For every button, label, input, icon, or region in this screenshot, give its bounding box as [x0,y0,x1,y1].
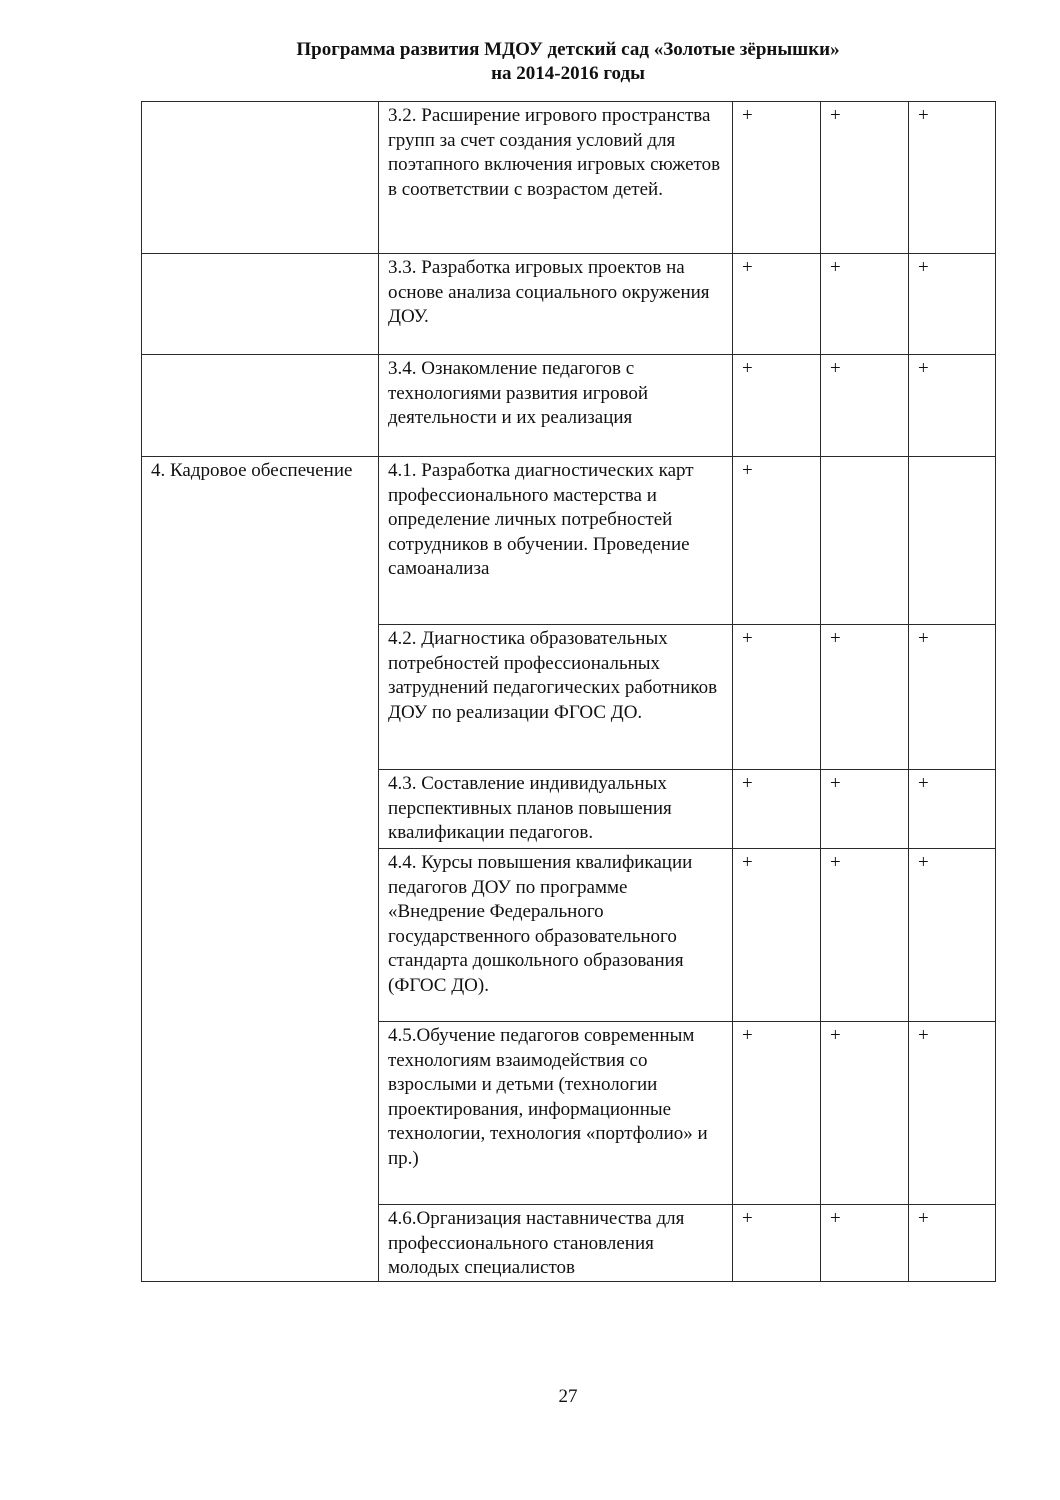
mark-cell: + [733,849,821,1022]
task-cell: 4.1. Разработка диагностических карт профессионального мастерства и определение личных потребностей сотрудников в обучении. Проведение самоанализа [379,457,733,625]
mark-cell: + [821,254,909,355]
task-cell: 3.3. Разработка игровых проектов на основе анализа социального окружения ДОУ. [379,254,733,355]
section-cell [142,102,379,254]
task-cell: 4.6.Организация наставничества для профессионального становления молодых специалистов [379,1205,733,1282]
mark-cell: + [909,1205,996,1282]
mark-cell: + [733,1022,821,1205]
mark-cell: + [733,457,821,625]
page-number: 27 [558,1386,578,1407]
task-cell: 4.2. Диагностика образовательных потребностей профессиональных затруднений педагогических работников ДОУ по реализации ФГОС ДО. [379,625,733,770]
header-title-line: Программа развития МДОУ детский сад «Золотые зёрнышки» [296,39,840,60]
table-row [142,457,996,625]
mark-cell: + [909,849,996,1022]
mark-cell: + [821,1205,909,1282]
mark-cell: + [821,102,909,254]
mark-cell: + [909,625,996,770]
mark-cell: + [733,770,821,849]
mark-cell: + [909,254,996,355]
mark-cell: + [909,1022,996,1205]
table-row [142,355,996,457]
mark-cell: + [909,355,996,457]
mark-cell: + [821,1022,909,1205]
mark-cell: + [733,102,821,254]
mark-cell: + [821,625,909,770]
mark-cell: + [733,625,821,770]
mark-cell: + [909,770,996,849]
development-plan-table [141,101,996,1282]
section-cell [142,355,379,457]
table-row [142,102,996,254]
task-cell: 4.4. Курсы повышения квалификации педагогов ДОУ по программе «Внедрение Федерального государственного образовательного стандарта дошкольного образования (ФГОС ДО). [379,849,733,1022]
section-cell [142,254,379,355]
task-cell: 4.5.Обучение педагогов современным технологиям взаимодействия со взрослыми и детьми (технологии проектирования, информационные технологии, технология «портфолио» и пр.) [379,1022,733,1205]
mark-cell [821,457,909,625]
mark-cell: + [733,355,821,457]
mark-cell: + [909,102,996,254]
mark-cell: + [733,254,821,355]
mark-cell: + [821,770,909,849]
task-cell: 4.3. Составление индивидуальных перспективных планов повышения квалификации педагогов. [379,770,733,849]
document-header [0,38,1060,86]
section-cell: 4. Кадровое обеспечение [142,457,379,1282]
mark-cell [909,457,996,625]
mark-cell: + [821,355,909,457]
task-cell: 3.2. Расширение игрового пространства групп за счет создания условий для поэтапного включения игровых сюжетов в соответствии с возрастом детей. [379,102,733,254]
task-cell: 3.4. Ознакомление педагогов с технологиями развития игровой деятельности и их реализация [379,355,733,457]
mark-cell: + [821,849,909,1022]
table-row [142,254,996,355]
header-years-line: на 2014-2016 годы [491,63,645,84]
mark-cell: + [733,1205,821,1282]
